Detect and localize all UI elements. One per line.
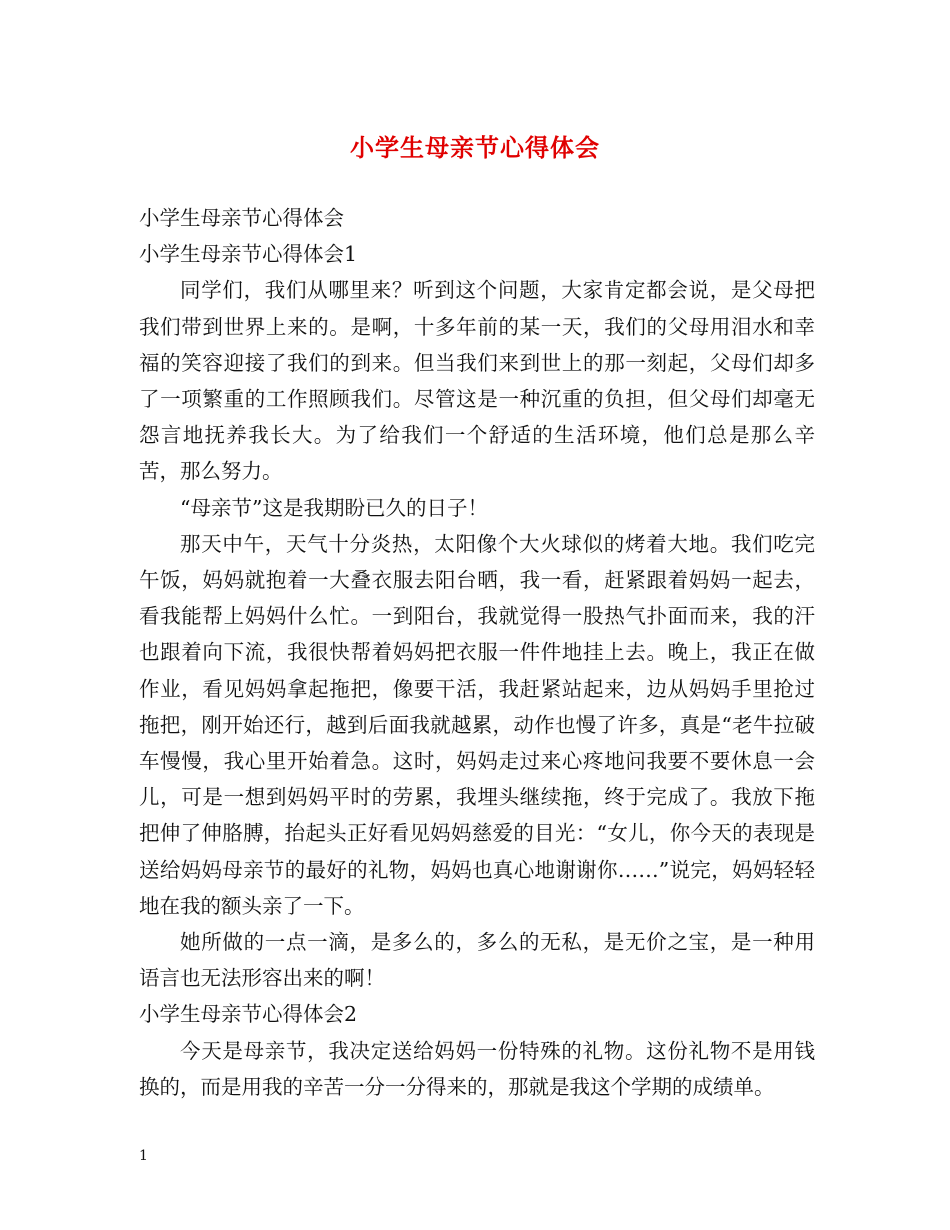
section-heading: 小学生母亲节心得体会 (139, 206, 344, 230)
section-heading: 小学生母亲节心得体会1 (139, 242, 358, 267)
body-paragraph: 同学们，我们从哪里来？听到这个问题，大家肯定都会说，是父母把我们带到世界上来的。是啊，十多年前的某一天，我们的父母用泪水和幸福的笑容迎接了我们的到来。但当我们来到世上的那一刻起，父母们却多了一项繁重的工作照顾我们。尽管这是一种沉重的负担，但父母们却毫无怨言地抚养我长大。为了给我们一个舒适的生活环境，他们总是那么辛苦，那么努力。 (139, 278, 815, 484)
document-body (139, 200, 815, 1105)
body-paragraph: 今天是母亲节，我决定送给妈妈一份特殊的礼物。这份礼物不是用钱换的，而是用我的辛苦一分一分得来的，那就是我这个学期的成绩单。 (139, 1038, 815, 1099)
body-paragraph: 她所做的一点一滴，是多么的，多么的无私，是无价之宝，是一种用语言也无法形容出来的啊！ (139, 930, 815, 991)
body-paragraph: “母亲节”这是我期盼已久的日子！ (180, 495, 488, 520)
document-title: 小学生母亲节心得体会 (350, 133, 600, 162)
section-heading: 小学生母亲节心得体会2 (139, 1002, 358, 1027)
page-number: 1 (139, 1148, 148, 1164)
body-paragraph: 那天中午，天气十分炎热，太阳像个大火球似的烤着大地。我们吃完午饭，妈妈就抱着一大叠衣服去阳台晒，我一看，赶紧跟着妈妈一起去，看我能帮上妈妈什么忙。一到阳台，我就觉得一股热气扑面而来，我的汗也跟着向下流，我很快帮着妈妈把衣服一件件地挂上去。晚上，我正在做作业，看见妈妈拿起拖把，像要干活，我赶紧站起来，边从妈妈手里抢过拖把，刚开始还行，越到后面我就越累，动作也慢了许多，真是“老牛拉破车慢慢，我心里开始着急。这时，妈妈走过来心疼地问我要不要休息一会儿，可是一想到妈妈平时的劳累，我埋头继续拖，终于完成了。我放下拖把伸了伸胳膊，抬起头正好看见妈妈慈爱的目光：“女儿，你今天的表现是送给妈妈母亲节的最好的礼物，妈妈也真心地谢谢你……”说完，妈妈轻轻地在我的额头亲了一下。 (139, 531, 815, 918)
